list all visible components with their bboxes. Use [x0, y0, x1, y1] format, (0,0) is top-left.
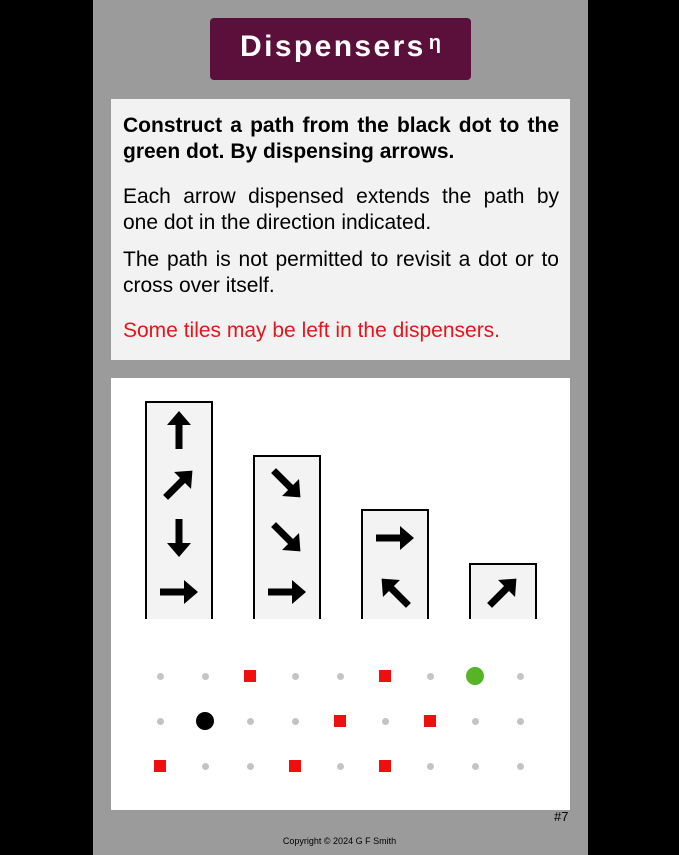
grid-dot — [157, 718, 164, 725]
grid-dot — [292, 673, 299, 680]
title-text: Dispensers — [240, 30, 426, 63]
grid-dot — [247, 763, 254, 770]
grid-dot — [202, 763, 209, 770]
puzzle-board — [111, 378, 570, 810]
arrow-up-left-icon[interactable] — [373, 570, 417, 614]
arrow-right-icon[interactable] — [265, 570, 309, 614]
blocked-square — [379, 670, 391, 682]
rule-extend: Each arrow dispensed extends the path by one dot in the direction indicated. — [123, 185, 559, 234]
arrow-down-right-icon[interactable] — [265, 462, 309, 506]
grid-dot — [382, 718, 389, 725]
rules-panel — [111, 99, 570, 360]
blocked-square — [154, 760, 166, 772]
arrow-down-icon[interactable] — [157, 516, 201, 560]
grid-dot — [337, 763, 344, 770]
grid-dot — [247, 718, 254, 725]
grid-dot — [202, 673, 209, 680]
rules-note: Some tiles may be left in the dispensers. — [123, 319, 501, 342]
blocked-square — [424, 715, 436, 727]
puzzle-number: #7 — [554, 809, 569, 824]
grid-dot — [292, 718, 299, 725]
grid-dot — [517, 718, 524, 725]
arrow-up-icon[interactable] — [157, 408, 201, 452]
grid-dot — [427, 763, 434, 770]
end-dot — [466, 667, 484, 685]
arrow-right-icon[interactable] — [157, 570, 201, 614]
arrow-down-right-icon[interactable] — [265, 516, 309, 560]
title-superscript: η — [428, 31, 441, 54]
grid-dot — [472, 763, 479, 770]
dispenser-1[interactable] — [145, 401, 213, 619]
blocked-square — [334, 715, 346, 727]
grid-dot — [337, 673, 344, 680]
blocked-square — [289, 760, 301, 772]
dispenser-4[interactable] — [469, 563, 537, 619]
blocked-square — [379, 760, 391, 772]
arrow-up-right-icon[interactable] — [157, 462, 201, 506]
dispenser-2[interactable] — [253, 455, 321, 619]
arrow-right-icon[interactable] — [373, 516, 417, 560]
rules-heading: Construct a path from the black dot to the green dot. By dispensing arrows. — [123, 114, 559, 163]
blocked-square — [244, 670, 256, 682]
grid-dot — [517, 763, 524, 770]
title-banner — [210, 18, 471, 80]
arrow-up-right-icon[interactable] — [481, 570, 525, 614]
grid-dot — [517, 673, 524, 680]
rule-no-revisit: The path is not permitted to revisit a dot or to cross over itself. — [123, 248, 559, 297]
grid-dot — [427, 673, 434, 680]
start-dot — [196, 712, 214, 730]
copyright-notice: Copyright © 2024 G F Smith — [282, 836, 397, 846]
dispenser-3[interactable] — [361, 509, 429, 619]
grid-dot — [472, 718, 479, 725]
grid-dot — [157, 673, 164, 680]
